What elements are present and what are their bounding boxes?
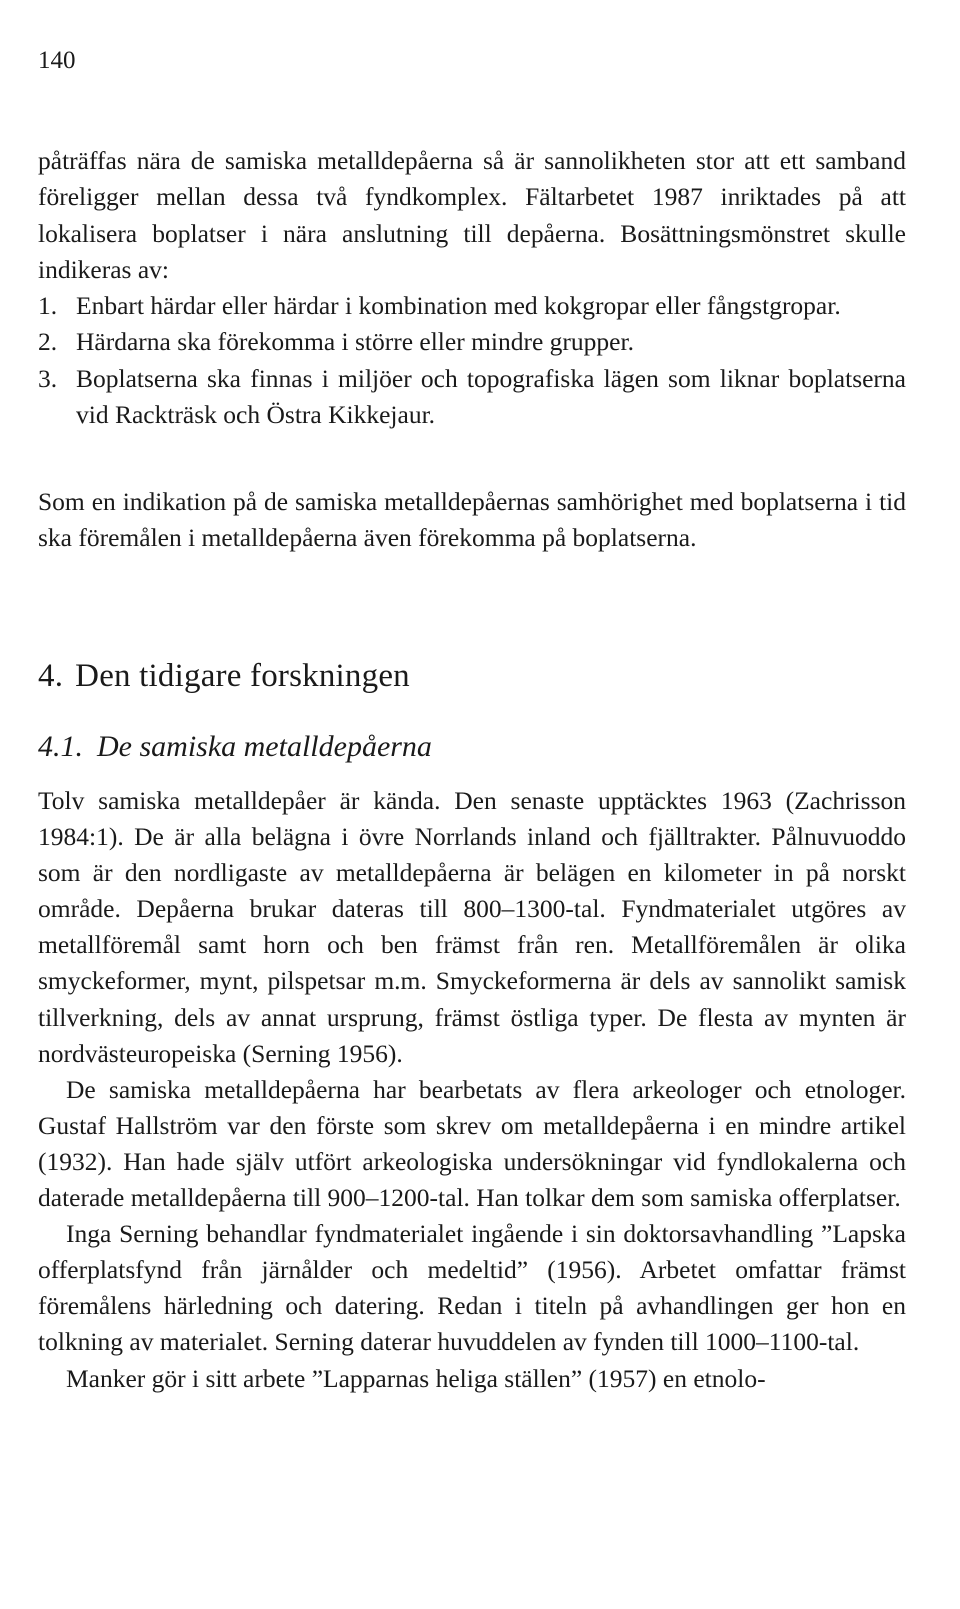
list-item: [38, 288, 906, 324]
list-item: [38, 361, 906, 434]
criteria-list: [38, 288, 906, 433]
closing-paragraph: Som en indikation på de samiska metalldepåernas samhörighet med boplatserna i tid ska föremålen i metalldepåerna även förekomma på boplatserna.: [38, 487, 906, 553]
body-paragraph: Inga Serning behandlar fyndmaterialet ingående i sin doktorsavhandling ”Lapska offerplatsfynd från järnålder och medeltid” (1956). Arbetet omfattar främst föremålens härledning och datering. Redan i titeln på avhandlingen ger hon en tolkning av materialet. Serning daterar huvuddelen av fynden till 1000–1100-tal.: [38, 1219, 906, 1357]
intro-paragraph: påträffas nära de samiska metalldepåerna så är sannolikheten stor att ett samband föreligger mellan dessa två fyndkomplex. Fältarbetet 1987 inriktades på att lokalisera boplatser i nära anslutning till depåerna. Bosättningsmönstret skulle indikeras av:: [38, 146, 906, 284]
body-paragraph: Tolv samiska metalldepåer är kända. Den senaste upptäcktes 1963 (Zachrisson 1984:1). De är alla belägna i övre Norrlands inland och fjälltrakter. Pålnuvuoddo som är den nordligaste av metalldepåerna är belägen en kilometer in på norskt område. Depåerna brukar dateras till 800–1300-tal. Fyndmaterialet utgöres av metallföremål samt horn och ben främst från ren. Metallföremålen är olika smyckeformer, mynt, pilspetsar m.m. Smyckeformerna är dels av sannolikt samisk tillverkning, dels av annat ursprung, främst östliga typer. De flesta av mynten är nordvästeuropeiska (Serning 1956).: [38, 786, 906, 1068]
body-paragraph: De samiska metalldepåerna har bearbetats av flera arkeologer och etnologer. Gustaf Hallström var den förste som skrev om metalldepåerna i en mindre artikel (1932). Han hade själv utfört arkeologiska undersökningar vid fyndlokalerna och daterade metalldepåerna till 900–1200-tal. Han tolkar dem som samiska offerplatser.: [38, 1074, 906, 1213]
list-item-text: Boplatserna ska finnas i miljöer och topografiska lägen som liknar boplatserna vid Rackträsk och Östra Kikkejaur.: [76, 363, 906, 429]
list-item-text: Härdarna ska förekomma i större eller mindre grupper.: [76, 327, 634, 357]
list-item-number: 1.: [38, 291, 58, 320]
body-text: [38, 783, 906, 1397]
section-number: 4.: [38, 658, 64, 694]
body-paragraph: Manker gör i sitt arbete ”Lapparnas heliga ställen” (1957) en etnolo-: [66, 1363, 766, 1393]
subsection-heading: [38, 728, 432, 766]
subsection-number: 4.1.: [38, 730, 83, 763]
list-item: [38, 324, 906, 360]
list-item-number: 2.: [38, 327, 58, 357]
subsection-title: De samiska metalldepåerna: [97, 730, 432, 763]
page-number: 140: [38, 47, 76, 74]
section-heading: [38, 656, 410, 696]
list-item-number: 3.: [38, 363, 58, 393]
list-item-text: Enbart härdar eller härdar i kombination med kokgropar eller fångstgropar.: [76, 291, 841, 320]
section-title: Den tidigare forskningen: [75, 658, 410, 694]
